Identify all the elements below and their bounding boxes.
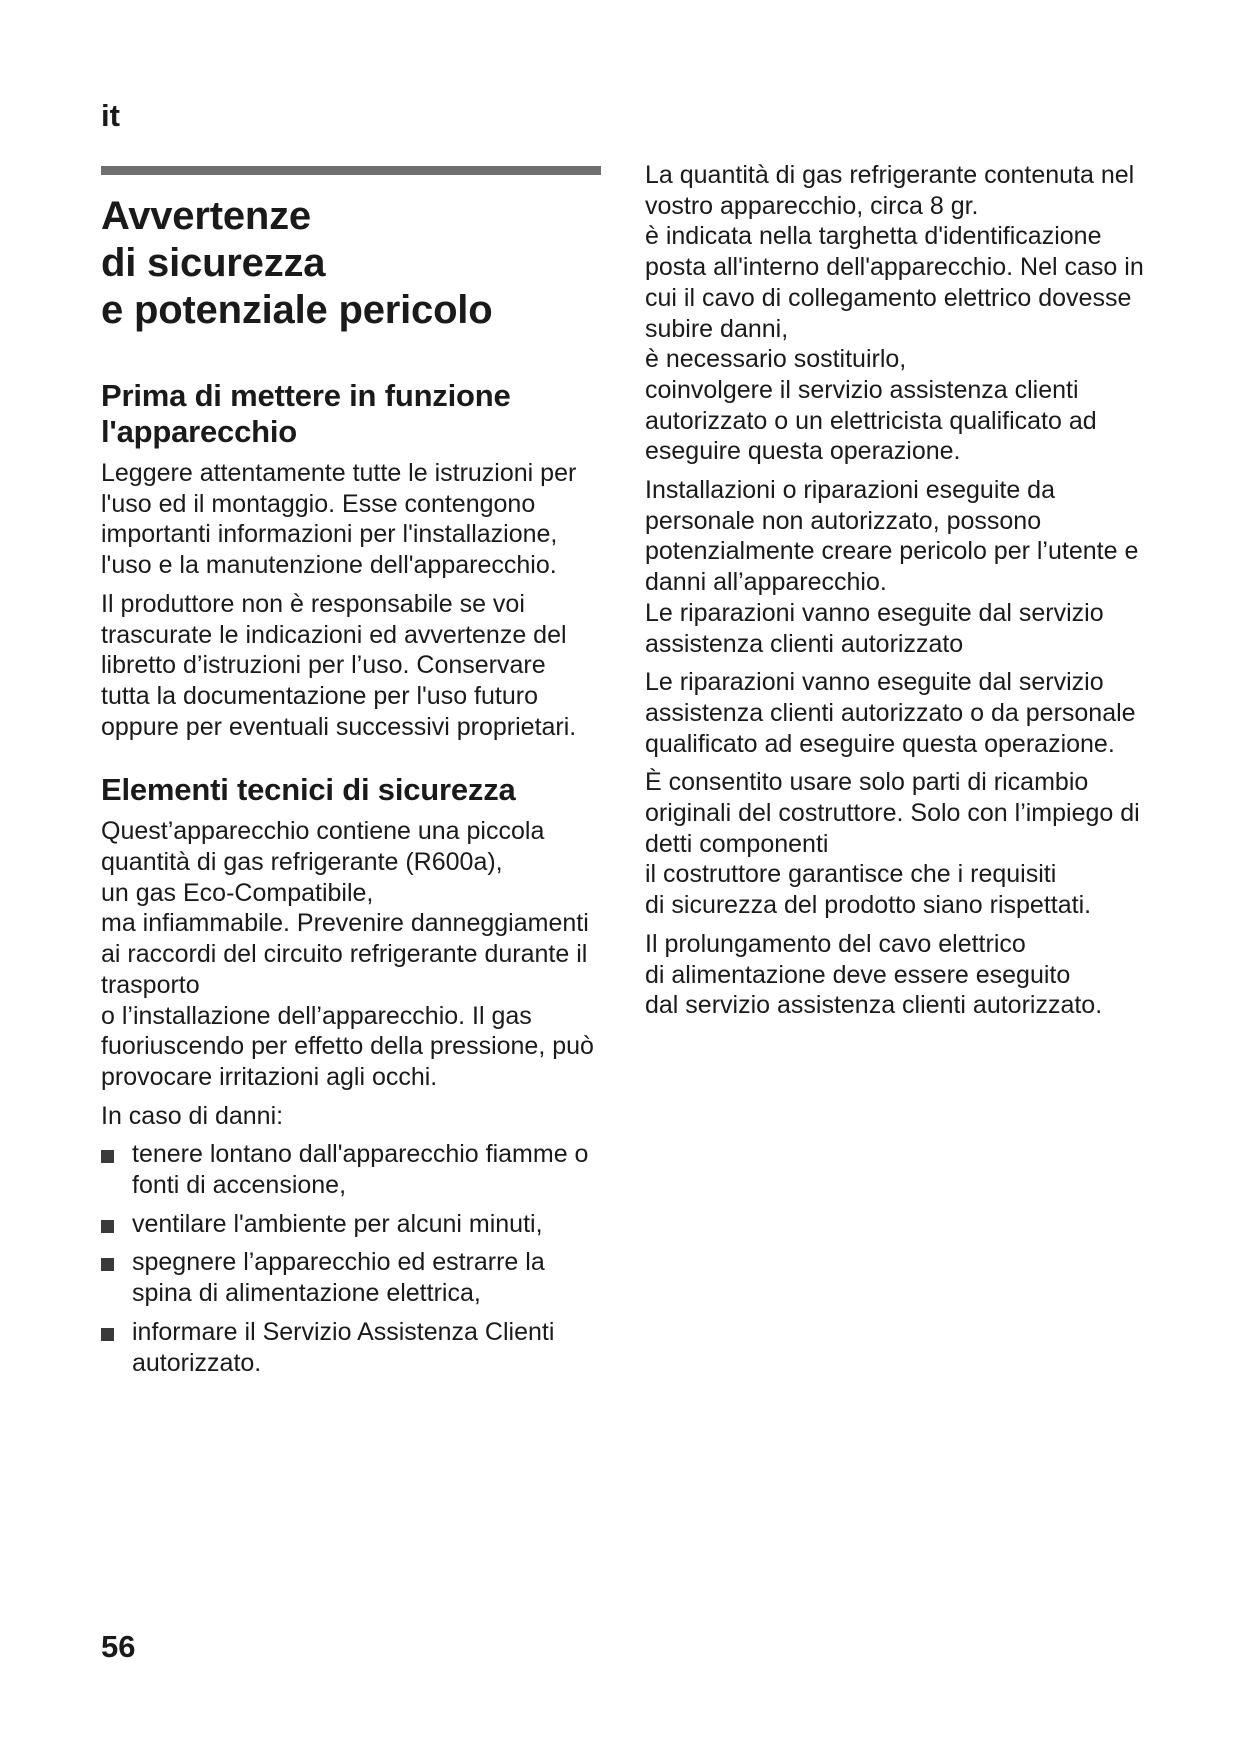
square-bullet-icon [101, 1258, 114, 1271]
paragraph: La quantità di gas refrigerante contenuta nel vostro apparecchio, circa 8 gr. è indicata nella targhetta d'identificazione posta all'interno dell'apparecchio. Nel caso in cui il cavo di collegamento elettrico dovesse subire danni, è necessario sostituirlo, coinvolgere il servizio assistenza clienti autorizzato o un elettricista qualificato ad eseguire questa operazione. [645, 161, 1144, 466]
list-item-text: tenere lontano dall'apparecchio fiamme o fonti di accensione, [132, 1140, 589, 1200]
damage-instructions-list [101, 1139, 601, 1378]
list-item [101, 1247, 601, 1308]
paragraph: Leggere attentamente tutte le istruzioni per l'uso ed il montaggio. Esse contengono importanti informazioni per l'installazione, l'uso e la manutenzione dell'apparecchio. [101, 459, 577, 580]
paragraph: Il prolungamento del cavo elettrico di alimentazione deve essere eseguito dal servizio assistenza clienti autorizzato. [645, 929, 1103, 1020]
paragraph: Le riparazioni vanno eseguite dal servizio assistenza clienti autorizzato o da personale qualificato ad eseguire questa operazione. [645, 668, 1136, 758]
paragraph: In caso di danni: [101, 1101, 284, 1130]
section-technical-safety [101, 772, 601, 1378]
square-bullet-icon [101, 1328, 114, 1341]
square-bullet-icon [101, 1220, 114, 1233]
paragraph: Il produttore non è responsabile se voi trascurate le indicazioni ed avvertenze del libretto d’istruzioni per l’uso. Conservare tutta la documentazione per l'uso futuro oppure per eventuali successivi proprietari. [101, 589, 577, 741]
section-before-use [101, 378, 601, 742]
paragraph: È consentito usare solo parti di ricambio originali del costruttore. Solo con l’impiego di detti componenti il costruttore garantisce che i requisiti di sicurezza del prodotto siano rispettati. [645, 768, 1140, 920]
right-column [645, 160, 1145, 1029]
list-item-text: spegnere l’apparecchio ed estrarre la spina di alimentazione elettrica, [132, 1248, 545, 1308]
section-heading-before-use: Prima di mettere in funzione l'apparecchio [101, 378, 511, 449]
list-item-text: informare il Servizio Assistenza Clienti autorizzato. [132, 1317, 555, 1377]
left-column [101, 166, 601, 1386]
square-bullet-icon [101, 1150, 114, 1163]
paragraph: Installazioni o riparazioni eseguite da personale non autorizzato, possono potenzialmente creare pericolo per l’utente e danni all’apparecchio. Le riparazioni vanno eseguite dal servizio assistenza clienti autorizzato [645, 476, 1139, 658]
paragraph: Quest’apparecchio contiene una piccola quantità di gas refrigerante (R600a), un gas Eco-Compatibile, ma infiammabile. Prevenire danneggiamenti ai raccordi del circuito refrigerante durante il trasporto o l’installazione dell’apparecchio. Il gas fuoriuscendo per effetto della pressione, può provocare irritazioni agli occhi. [101, 817, 594, 1091]
language-label: it [101, 98, 120, 133]
section-heading-technical-safety: Elementi tecnici di sicurezza [101, 772, 516, 808]
page-number: 56 [101, 1629, 136, 1664]
list-item [101, 1317, 601, 1378]
title-divider-bar [101, 166, 601, 175]
list-item [101, 1209, 601, 1240]
list-item [101, 1139, 601, 1200]
list-item-text: ventilare l'ambiente per alcuni minuti, [132, 1209, 543, 1238]
page-title: Avvertenze di sicurezza e potenziale pericolo [101, 194, 493, 332]
